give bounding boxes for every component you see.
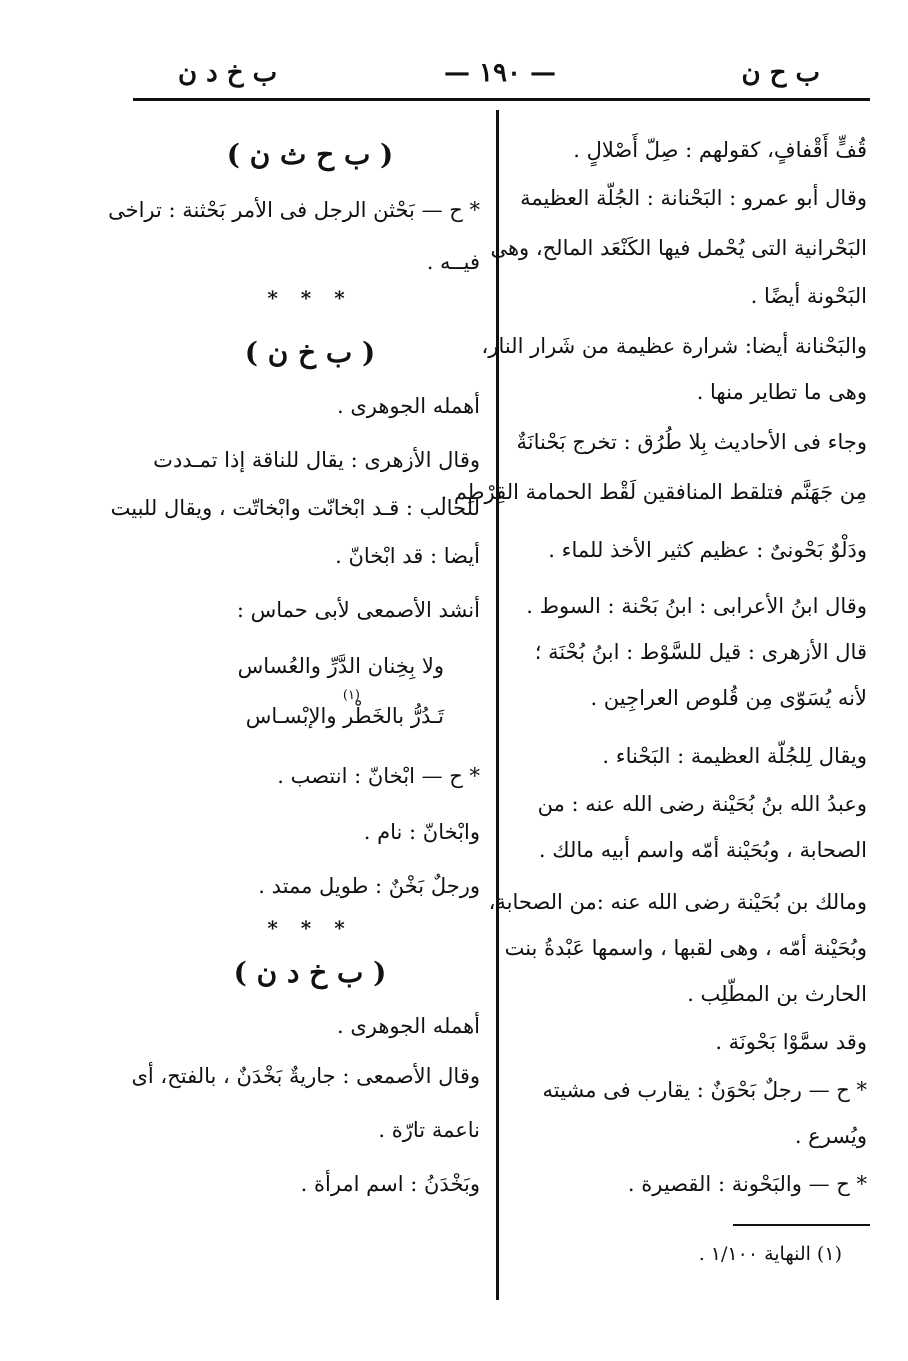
page-header: [130, 52, 870, 96]
text-line: مِن جَهَنَّم فتلقط المنافقين لَقْط الحمامة القِرْطِم .: [440, 480, 867, 504]
root-heading-bkhdn: ( ب خ د ن ): [233, 956, 387, 989]
text-line: أيضا : قد ابْخانّ .: [335, 544, 480, 568]
root-heading-bkhn: ( ب خ ن ): [244, 336, 376, 369]
page-number: — ١٩٠ —: [443, 58, 557, 88]
verse-line: ولا بِخِنان الدَّرِّ والعُساس: [237, 654, 444, 678]
text-line: ويقال لِلجُلّة العظيمة : البَحْناء .: [602, 744, 867, 768]
text-line: وهى ما تطاير منها .: [696, 380, 867, 404]
header-root-right: ب ح ن: [741, 58, 820, 88]
root-heading-bhthn: ( ب ح ث ن ): [226, 138, 394, 171]
text-line: * ح — رجلٌ بَحْوَنٌ : يقارب فى مشيته: [542, 1078, 867, 1102]
header-rule: [133, 98, 870, 101]
text-line: أهمله الجوهرى .: [336, 394, 480, 418]
text-line: وقد سمَّوْا بَحْونَة .: [715, 1030, 867, 1054]
text-line: لأنه يُسَوّى مِن قُلوص العراجِين .: [590, 686, 867, 710]
text-line: وقال الأزهرى : يقال للناقة إذا تمـددت: [153, 448, 480, 472]
text-line: البَحْرانية التى يُحْمل فيها الكَنْعَد المالح، وهى: [490, 236, 867, 260]
text-line: أهمله الجوهرى .: [336, 1014, 480, 1038]
verse-line: تَـدُرُّ بالخَطْر والإبْسـاس: [245, 704, 444, 728]
text-line: وبَخْدَنُ : اسم امرأة .: [300, 1172, 480, 1196]
text-line: وابْخانّ : نام .: [363, 820, 480, 844]
text-line: الحارث بن المطّلِب .: [687, 982, 867, 1006]
text-line: والبَحْنانة أيضا: شرارة عظيمة من شَرار النار،: [481, 334, 867, 358]
text-line: البَحْونة أيضًا .: [750, 284, 867, 308]
footnote-marker: (١): [342, 688, 360, 703]
text-line: أنشد الأصمعى لأبى حماس :: [236, 598, 480, 622]
text-line: ناعمة تارّة .: [378, 1118, 480, 1142]
text-line: ودَلْوٌ بَحْونىٌ : عظيم كثير الأخذ للماء .: [548, 538, 867, 562]
text-line: ورجلٌ بَخْنٌ : طويل ممتد .: [258, 874, 480, 898]
text-line: * ح — ابْخانّ : انتصب .: [277, 764, 480, 788]
text-line: وبُحَيْنة أمّه ، وهى لقبها ، واسمها عَبْدةُ بنت: [504, 936, 867, 960]
section-separator: * * *: [267, 916, 353, 940]
text-line: قال الأزهرى : قيل للسَّوْط : ابنُ بُحْنَة ؛: [534, 640, 867, 664]
text-line: وجاء فى الأحاديث بِلا طُرُق : تخرج بَحْنانَةٌ: [516, 430, 867, 454]
text-line: * ح — بَحْثن الرجل فى الأمر بَحْثنة : تراخى: [108, 198, 480, 222]
text-line: ويُسرع .: [794, 1124, 867, 1148]
column-divider: [496, 110, 499, 1300]
header-root-left: ب خ د ن: [178, 58, 278, 88]
footnote: (١) النهاية ١/١٠٠ .: [698, 1243, 842, 1265]
text-line: ومالك بن بُحَيْنة رضى الله عنه :من الصحابة،: [488, 890, 867, 914]
text-line: الصحابة ، وبُحَيْنة أمّه واسم أبيه مالك .: [538, 838, 867, 862]
text-line: للحالب : قـد ابْخانّت وابْخاتّت ، ويقال للبيت: [110, 496, 480, 520]
text-line: وقال أبو عمرو : البَحْنانة : الجُلّة العظيمة: [520, 186, 867, 210]
section-separator: * * *: [267, 286, 353, 310]
text-line: وقال ابنُ الأعرابى : ابنُ بَحْنة : السوط .: [526, 594, 867, 618]
text-line: وعبدُ الله بنُ بُحَيْنة رضى الله عنه : من: [537, 792, 867, 816]
footnote-rule: [733, 1224, 870, 1226]
text-line: قُفٍّ أَقْفافٍ، كقولهم : صِلّ أَصْلالٍ .: [573, 138, 867, 162]
text-line: فيــه .: [426, 250, 480, 274]
text-line: * ح — والبَحْونة : القصيرة .: [627, 1172, 867, 1196]
text-line: وقال الأصمعى : جاريةٌ بَخْدَنٌ ، بالفتح، أى: [131, 1064, 480, 1088]
